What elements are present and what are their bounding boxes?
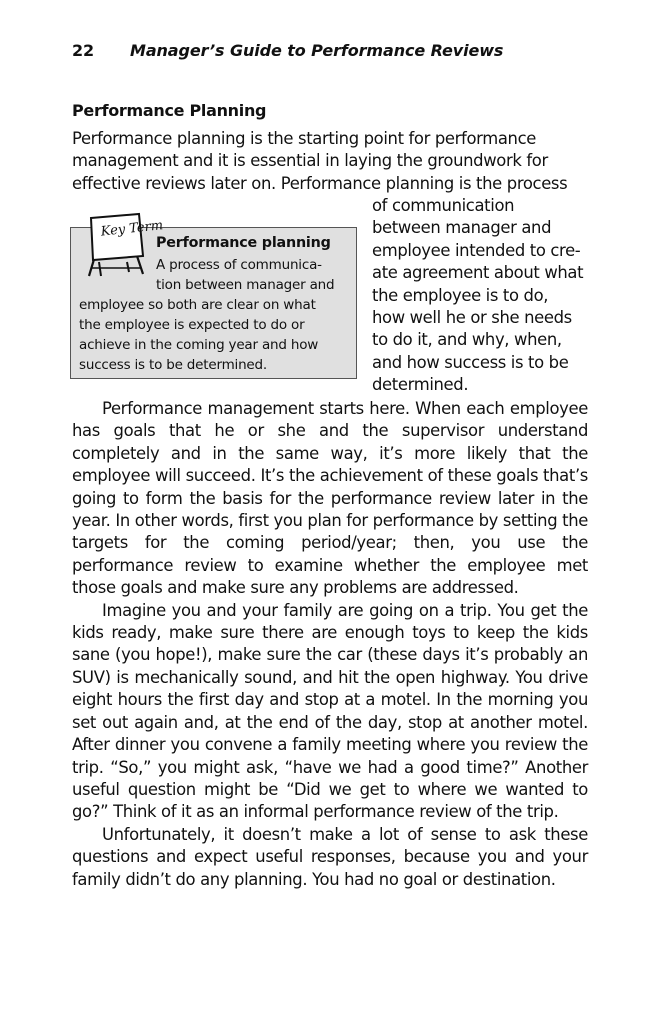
definition-line: tion between manager and [156, 277, 335, 293]
definition-line: the employee is expected to do or [79, 317, 305, 333]
definition-line: A process of communica- [156, 257, 322, 273]
intro-wrap-line: employee intended to cre- [372, 240, 581, 260]
intro-line: management and it is essential in laying the groundwork for [72, 151, 548, 171]
intro-wrap-line: of communication [372, 196, 515, 215]
section-title: Performance Planning [72, 101, 267, 120]
body-paragraph: Unfortunately, it doesn’t make a lot of sense to ask these questions and expect useful responses, because you and your family didn’t do any planning. You had no goal or destination. [72, 824, 588, 889]
intro-wrap-line: determined. [372, 375, 469, 395]
definition-line: achieve in the coming year and how [79, 337, 319, 353]
key-term-title: Performance planning [156, 235, 331, 251]
intro-line: Performance planning is the starting point for performance [72, 129, 536, 148]
key-term-sidebar [70, 218, 357, 379]
intro-wrap-line: how well he or she needs [372, 308, 572, 328]
page-number: 22 [72, 41, 95, 60]
intro-wrap-line: ate agreement about what [372, 263, 584, 283]
definition-line: employee so both are clear on what [79, 297, 316, 313]
body-text [72, 398, 588, 891]
key-term-definition-bottom [79, 295, 347, 375]
key-term-icon-label: Key Term [100, 218, 164, 240]
key-term-definition-top [156, 255, 346, 295]
definition-line: success is to be determined. [79, 357, 267, 373]
intro-wrap-column [372, 195, 592, 397]
intro-wrap-line: to do it, and why, when, [372, 330, 562, 350]
intro-wrap-line: and how success is to be [372, 352, 569, 372]
key-term-easel-icon [77, 212, 164, 278]
intro-wrap-line: between manager and [372, 218, 552, 238]
body-paragraph: Imagine you and your family are going on a trip. You get the kids ready, make sure there are enough toys to keep the kids sane (you hope!), make sure the car (these days it’s probably an SUV) is mechanically sound, and hit the open highway. You drive eight hours the first day and stop at a motel. In the morning you set out again and, at the end of the day, stop at another motel. After dinner you convene a family meeting where you review the trip. “So,” you might ask, “have we had a good time?” Another useful question might be “Did we get to where we wanted to go?” Think of it as an informal performance review of the trip. [72, 600, 588, 822]
body-paragraph: Performance management starts here. When each employee has goals that he or she and the supervisor understand completely and in the same way, it’s more likely that the employee will succeed. It’s the achievement of these goals that’s going to form the basis for the performance review later in the year. In other words, first you plan for performance by setting the targets for the coming period/year; then, you use the performance review to examine whether the employee met those goals and make sure any problems are addressed. [72, 399, 588, 598]
running-head [72, 41, 632, 60]
intro-wrap-line: the employee is to do, [372, 285, 549, 305]
intro-paragraph [72, 128, 588, 195]
intro-line: effective reviews later on. Performance planning is the process [72, 173, 568, 193]
book-title: Manager’s Guide to Performance Reviews [130, 41, 504, 60]
